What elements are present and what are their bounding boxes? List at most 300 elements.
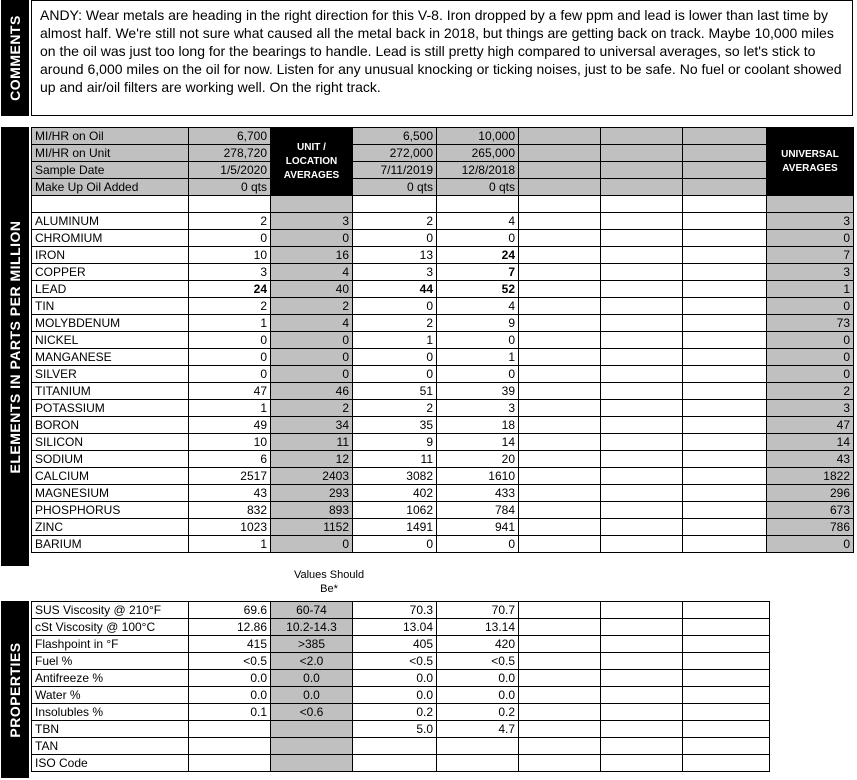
sample2-value [353,738,437,755]
empty-cell [519,433,601,450]
sample1-value: 278,720 [189,145,271,162]
empty-cell [683,229,767,246]
sample1-value: 0.0 [189,687,271,704]
sample2-value: 0 [353,229,437,246]
empty-cell [271,196,353,213]
table-row [32,365,854,382]
sample3-value: 0.2 [437,704,519,721]
empty-cell [601,416,683,433]
empty-cell [519,619,601,636]
empty-cell [683,738,770,755]
universal-average-value: 0 [767,229,854,246]
empty-cell [437,196,519,213]
sample2-value: 272,000 [353,145,437,162]
empty-cell [519,636,601,653]
unit-average-value: 0 [271,229,353,246]
property-name: TAN [32,738,189,755]
sample2-value: 9 [353,433,437,450]
empty-cell [519,331,601,348]
sample1-value: 2 [189,212,271,229]
empty-cell [683,450,767,467]
sample2-value: 0 [353,348,437,365]
empty-cell [519,467,601,484]
unit-average-value: 34 [271,416,353,433]
empty-cell [683,619,770,636]
element-name: MOLYBDENUM [32,314,189,331]
empty-cell [519,263,601,280]
element-name: TIN [32,297,189,314]
universal-average-value: 73 [767,314,854,331]
empty-cell [601,467,683,484]
unit-average-value: 293 [271,484,353,501]
sample1-value: 0 [189,348,271,365]
table-row [32,738,770,755]
universal-average-value: 673 [767,501,854,518]
element-name: MANGANESE [32,348,189,365]
empty-cell [683,755,770,772]
unit-average-value: 4 [271,263,353,280]
sample3-value: 9 [437,314,519,331]
empty-cell [601,212,683,229]
unit-average-value: 3 [271,212,353,229]
sample3-value: 420 [437,636,519,653]
property-name: Flashpoint in °F [32,636,189,653]
sample1-value: 0 [189,365,271,382]
empty-cell [601,348,683,365]
sample3-value [437,738,519,755]
values-should-be-label: Values Should Be* [293,569,365,595]
sample1-value: 6,700 [189,128,271,145]
empty-cell [683,280,767,297]
sample3-value: <0.5 [437,653,519,670]
empty-cell [519,246,601,263]
empty-cell [683,653,770,670]
table-row [32,755,770,772]
universal-average-value: 786 [767,518,854,535]
sample1-value: 0.1 [189,704,271,721]
element-name: PHOSPHORUS [32,501,189,518]
universal-average-value: 0 [767,348,854,365]
sample3-value: 13.14 [437,619,519,636]
empty-cell [353,196,437,213]
should-be-value: >385 [271,636,353,653]
should-be-value [271,721,353,738]
sample2-value: 7/11/2019 [353,162,437,179]
sample3-value: 70.7 [437,602,519,619]
sample1-value: 0 [189,331,271,348]
sample2-value: 402 [353,484,437,501]
sample3-value: 0.0 [437,670,519,687]
table-row [32,314,854,331]
table-row [32,212,854,229]
element-name: TITANIUM [32,382,189,399]
empty-cell [683,314,767,331]
empty-cell [519,416,601,433]
unit-average-value: 16 [271,246,353,263]
unit-average-value: 11 [271,433,353,450]
table-row [32,145,854,162]
empty-cell [683,687,770,704]
empty-cell [601,196,683,213]
universal-average-value: 2 [767,382,854,399]
table-row [32,179,854,196]
sample3-value: 433 [437,484,519,501]
property-name: Insolubles % [32,704,189,721]
empty-cell [601,450,683,467]
empty-cell [519,653,601,670]
element-name: MAGNESIUM [32,484,189,501]
sample3-value: 7 [437,263,519,280]
empty-cell [519,518,601,535]
empty-cell [601,755,683,772]
empty-cell [601,704,683,721]
sample1-value: 1 [189,314,271,331]
empty-cell [601,636,683,653]
unit-average-value: 2 [271,399,353,416]
element-name: ALUMINUM [32,212,189,229]
sample2-value: <0.5 [353,653,437,670]
properties-section-label: PROPERTIES [7,641,23,738]
sample2-value: 11 [353,450,437,467]
sample3-value [437,755,519,772]
empty-cell [601,619,683,636]
sample1-value: <0.5 [189,653,271,670]
empty-cell [683,636,770,653]
table-row [32,416,854,433]
universal-average-value: 3 [767,263,854,280]
empty-cell [519,365,601,382]
sample3-value: 12/8/2018 [437,162,519,179]
empty-cell [601,382,683,399]
sample1-value: 47 [189,382,271,399]
empty-cell [683,196,767,213]
sample1-value [189,721,271,738]
sample2-value: 2 [353,314,437,331]
sample2-value: 0 [353,297,437,314]
table-row [32,162,854,179]
sample1-value: 1/5/2020 [189,162,271,179]
empty-cell [519,399,601,416]
table-row [32,619,770,636]
unit-average-value: 40 [271,280,353,297]
sample2-value [353,755,437,772]
empty-cell [519,196,601,213]
empty-cell [683,501,767,518]
unit-average-value: 12 [271,450,353,467]
universal-average-value: 0 [767,297,854,314]
sample1-value: 2 [189,297,271,314]
empty-cell [683,602,770,619]
empty-cell [519,212,601,229]
comments-section-label: COMMENTS [7,15,23,101]
empty-cell [683,670,770,687]
empty-cell [519,687,601,704]
universal-average-value: 14 [767,433,854,450]
table-row [32,297,854,314]
empty-cell [519,501,601,518]
sample3-value: 4 [437,212,519,229]
element-name: LEAD [32,280,189,297]
empty-cell [601,246,683,263]
should-be-value: 10.2-14.3 [271,619,353,636]
empty-cell [683,246,767,263]
elements-section-label: ELEMENTS IN PARTS PER MILLION [7,219,23,474]
sample3-value: 784 [437,501,519,518]
empty-cell [601,484,683,501]
empty-cell [683,179,767,196]
universal-average-value: 7 [767,246,854,263]
table-row [32,263,854,280]
element-name: POTASSIUM [32,399,189,416]
sample1-value: 43 [189,484,271,501]
sample3-value: 0.0 [437,687,519,704]
info-label: MI/HR on Unit [32,145,189,162]
unit-average-value: 4 [271,314,353,331]
empty-cell [189,196,271,213]
should-be-value [271,755,353,772]
empty-cell [601,128,683,145]
sample1-value: 1023 [189,518,271,535]
comments-sidebar [1,0,29,116]
table-row [32,636,770,653]
element-name: CALCIUM [32,467,189,484]
info-label: MI/HR on Oil [32,128,189,145]
sample2-value: 6,500 [353,128,437,145]
sample3-value: 10,000 [437,128,519,145]
empty-cell [683,704,770,721]
sample2-value: 51 [353,382,437,399]
property-name: ISO Code [32,755,189,772]
sample2-value: 2 [353,399,437,416]
table-row [32,331,854,348]
empty-cell [519,535,601,552]
element-name: BARIUM [32,535,189,552]
sample2-value: 1 [353,331,437,348]
info-label: Make Up Oil Added [32,179,189,196]
table-row [32,484,854,501]
empty-cell [601,738,683,755]
empty-cell [601,721,683,738]
table-row [32,653,770,670]
empty-cell [683,433,767,450]
empty-cell [519,179,601,196]
universal-average-value: 296 [767,484,854,501]
sample1-value: 24 [189,280,271,297]
unit-average-value: 893 [271,501,353,518]
empty-cell [601,280,683,297]
empty-cell [683,162,767,179]
empty-cell [519,314,601,331]
property-name: Fuel % [32,653,189,670]
empty-cell [519,484,601,501]
empty-cell [601,433,683,450]
sample2-value: 13 [353,246,437,263]
empty-cell [601,297,683,314]
elements-table [31,127,854,553]
table-row [32,246,854,263]
sample2-value: 2 [353,212,437,229]
empty-cell [601,602,683,619]
empty-cell [683,348,767,365]
universal-average-value: 43 [767,450,854,467]
empty-cell [683,484,767,501]
sample2-value: 1062 [353,501,437,518]
empty-cell [519,128,601,145]
empty-cell [601,314,683,331]
unit-average-value: 0 [271,348,353,365]
sample2-value: 405 [353,636,437,653]
table-row [32,704,770,721]
table-row [32,229,854,246]
universal-average-value: 0 [767,365,854,382]
sample2-value: 5.0 [353,721,437,738]
should-be-value [271,738,353,755]
empty-cell [601,365,683,382]
empty-cell [601,179,683,196]
universal-average-value: 1822 [767,467,854,484]
element-name: BORON [32,416,189,433]
empty-cell [519,280,601,297]
empty-cell [601,399,683,416]
sample2-value: 0.0 [353,670,437,687]
property-name: TBN [32,721,189,738]
sample1-value: 6 [189,450,271,467]
sample2-value: 0.0 [353,687,437,704]
empty-cell [683,263,767,280]
empty-cell [519,229,601,246]
sample3-value: 0 [437,229,519,246]
sample1-value: 1 [189,399,271,416]
property-name: Water % [32,687,189,704]
unit-average-value: 46 [271,382,353,399]
empty-cell [683,382,767,399]
element-name: CHROMIUM [32,229,189,246]
elements-sidebar [1,127,29,566]
should-be-value: <0.6 [271,704,353,721]
element-name: SODIUM [32,450,189,467]
sample2-value: 13.04 [353,619,437,636]
properties-sidebar [1,601,29,778]
sample1-value: 12.86 [189,619,271,636]
empty-cell [601,653,683,670]
empty-cell [601,518,683,535]
empty-cell [767,196,854,213]
empty-cell [601,670,683,687]
empty-cell [683,145,767,162]
empty-cell [519,704,601,721]
sample3-value: 0 [437,365,519,382]
empty-cell [683,399,767,416]
sample1-value: 69.6 [189,602,271,619]
table-row [32,348,854,365]
property-name: Antifreeze % [32,670,189,687]
empty-cell [519,755,601,772]
sample2-value: 3082 [353,467,437,484]
empty-cell [519,738,601,755]
empty-cell [683,535,767,552]
table-row [32,501,854,518]
universal-average-value: 1 [767,280,854,297]
properties-table [31,601,770,772]
sample1-value: 2517 [189,467,271,484]
empty-cell [683,721,770,738]
table-row [32,128,854,145]
empty-cell [519,450,601,467]
table-row [32,450,854,467]
table-row [32,382,854,399]
element-name: SILVER [32,365,189,382]
universal-average-value: 3 [767,212,854,229]
unit-average-value: 0 [271,331,353,348]
empty-cell [683,128,767,145]
sample1-value: 0 qts [189,179,271,196]
sample1-value: 10 [189,433,271,450]
table-row [32,602,770,619]
should-be-value: 0.0 [271,670,353,687]
empty-cell [683,518,767,535]
sample1-value: 49 [189,416,271,433]
empty-cell [519,348,601,365]
sample2-value: 70.3 [353,602,437,619]
should-be-value: 60-74 [271,602,353,619]
sample1-value: 0 [189,229,271,246]
table-row [32,535,854,552]
unit-average-value: 2403 [271,467,353,484]
sample2-value: 3 [353,263,437,280]
sample1-value: 3 [189,263,271,280]
unit-average-value: 2 [271,297,353,314]
empty-cell [519,670,601,687]
empty-cell [683,297,767,314]
sample3-value: 941 [437,518,519,535]
sample3-value: 265,000 [437,145,519,162]
sample3-value: 4 [437,297,519,314]
table-row [32,280,854,297]
comments-box: ANDY: Wear metals are heading in the right direction for this V-8. Iron dropped by a few ppm and lead is lower than last time by almost half. We're still not sure what caused all the metal back in 2018, but things are getting back on track. Maybe 10,000 miles on the oil was just too long for the bearings to handle. Lead is still pretty high compared to universal averages, so let's stick to around 6,000 miles on the oil for now. Listen for any unusual knocking or ticking noises, just to be safe. No fuel or coolant showed up and air/oil filters are working well. On the right track. [31,0,853,116]
empty-cell [601,501,683,518]
empty-cell [601,263,683,280]
universal-averages-header: UNIVERSAL AVERAGES [767,128,854,196]
sample3-value: 0 qts [437,179,519,196]
table-row [32,433,854,450]
empty-cell [683,416,767,433]
sample3-value: 39 [437,382,519,399]
empty-cell [519,721,601,738]
empty-cell [519,162,601,179]
sample3-value: 52 [437,280,519,297]
empty-cell [601,229,683,246]
table-row [32,721,770,738]
empty-cell [601,535,683,552]
element-name: IRON [32,246,189,263]
should-be-value: <2.0 [271,653,353,670]
sample3-value: 18 [437,416,519,433]
unit-averages-header: UNIT / LOCATION AVERAGES [271,128,353,196]
unit-average-value: 0 [271,365,353,382]
sample1-value [189,755,271,772]
sample1-value [189,738,271,755]
empty-cell [601,331,683,348]
should-be-value: 0.0 [271,687,353,704]
universal-average-value: 47 [767,416,854,433]
universal-average-value: 0 [767,535,854,552]
sample3-value: 24 [437,246,519,263]
info-label: Sample Date [32,162,189,179]
sample2-value: 0 [353,365,437,382]
table-row [32,467,854,484]
sample3-value: 1 [437,348,519,365]
empty-cell [519,382,601,399]
